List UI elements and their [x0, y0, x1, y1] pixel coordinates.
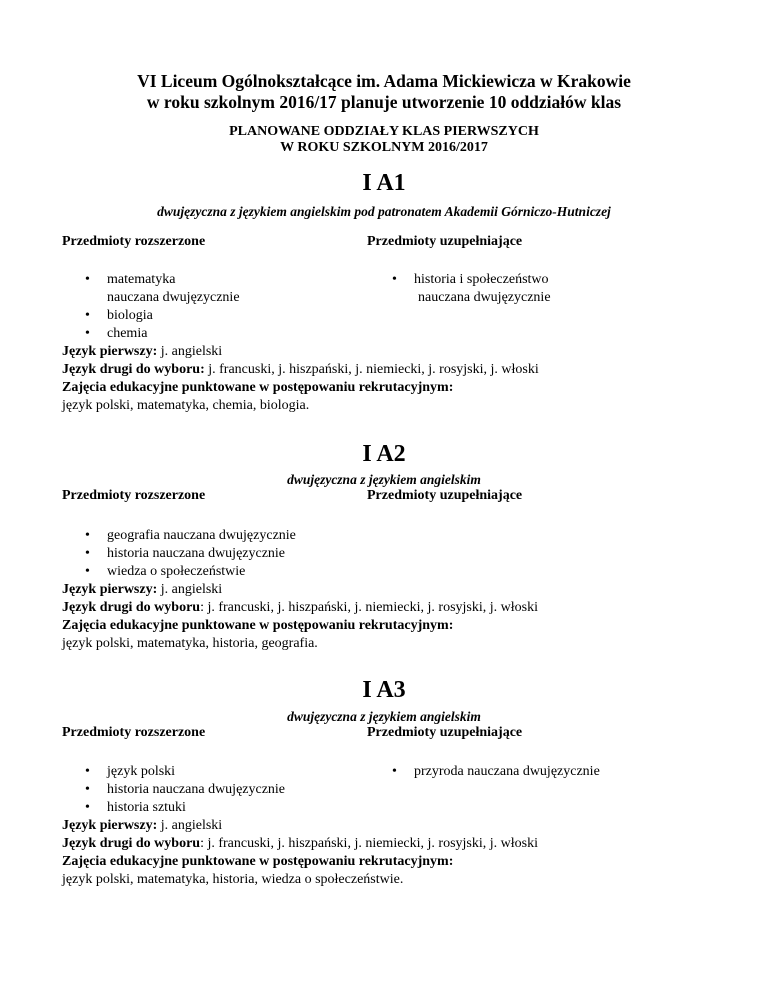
subject-label-continuation: nauczana dwujęzycznie [107, 290, 240, 305]
bullet-icon: • [85, 326, 90, 341]
scored-subjects: język polski, matematyka, chemia, biologia. [62, 398, 310, 413]
bullet-icon: • [85, 564, 90, 579]
class-title-ia3: I A3 [362, 677, 406, 703]
bullet-icon: • [85, 272, 90, 287]
subject-label: matematyka [107, 272, 176, 287]
subject-label: biologia [107, 308, 153, 323]
scored-subjects: język polski, matematyka, historia, wiedza o społeczeństwie. [62, 872, 404, 887]
first-language-line: Język pierwszy: j. angielski [62, 818, 223, 833]
first-language-line: Język pierwszy: j. angielski [62, 344, 223, 359]
class-title-ia2: I A2 [362, 441, 406, 467]
subject-label: geografia nauczana dwujęzycznie [107, 528, 296, 543]
supplementary-subjects-heading: Przedmioty uzupełniające [367, 488, 523, 503]
second-language-line: Język drugi do wyboru: j. francuski, j. hiszpański, j. niemiecki, j. rosyjski, j. włoski [62, 836, 538, 851]
supplementary-subjects-heading: Przedmioty uzupełniające [367, 725, 523, 740]
planned-classes-heading: PLANOWANE ODDZIAŁY KLAS PIERWSZYCH [229, 124, 539, 139]
bullet-icon: • [85, 800, 90, 815]
extended-subjects-heading: Przedmioty rozszerzone [62, 488, 206, 503]
second-language-line: Język drugi do wyboru: j. francuski, j. hiszpański, j. niemiecki, j. rosyjski, j. włoski [62, 600, 538, 615]
bullet-icon: • [392, 272, 397, 287]
class-subtitle-ia2: dwujęzyczna z językiem angielskim [287, 472, 481, 487]
subject-label: historia sztuki [107, 800, 186, 815]
extended-subjects-heading: Przedmioty rozszerzone [62, 234, 206, 249]
class-title-ia1: I A1 [362, 170, 406, 196]
second-language-line: Język drugi do wyboru: j. francuski, j. hiszpański, j. niemiecki, j. rosyjski, j. włoski [62, 362, 539, 377]
class-subtitle-ia1: dwujęzyczna z językiem angielskim pod patronatem Akademii Górniczo-Hutniczej [157, 204, 611, 219]
bullet-icon: • [85, 528, 90, 543]
subject-label-continuation: nauczana dwujęzycznie [418, 290, 551, 305]
scored-subjects-label: Zajęcia edukacyjne punktowane w postępowaniu rekrutacyjnym: [62, 854, 454, 869]
subject-label: historia nauczana dwujęzycznie [107, 546, 286, 561]
subject-label: chemia [107, 326, 148, 341]
class-subtitle-ia3: dwujęzyczna z językiem angielskim [287, 709, 481, 724]
bullet-icon: • [85, 764, 90, 779]
bullet-icon: • [85, 782, 90, 797]
school-title: VI Liceum Ogólnokształcące im. Adama Mickiewicza w Krakowie [137, 71, 631, 91]
subject-label: język polski [107, 764, 176, 779]
bullet-icon: • [85, 308, 90, 323]
scored-subjects-label: Zajęcia edukacyjne punktowane w postępowaniu rekrutacyjnym: [62, 618, 454, 633]
subject-label: historia nauczana dwujęzycznie [107, 782, 286, 797]
subject-label: przyroda nauczana dwujęzycznie [414, 764, 600, 779]
school-subtitle: w roku szkolnym 2016/17 planuje utworzenie 10 oddziałów klas [146, 92, 622, 112]
supplementary-subjects-heading: Przedmioty uzupełniające [367, 234, 523, 249]
first-language-line: Język pierwszy: j. angielski [62, 582, 223, 597]
scored-subjects: język polski, matematyka, historia, geografia. [62, 636, 318, 651]
subject-label: historia i społeczeństwo [414, 272, 549, 287]
subject-label: wiedza o społeczeństwie [107, 564, 246, 579]
bullet-icon: • [85, 546, 90, 561]
extended-subjects-heading: Przedmioty rozszerzone [62, 725, 206, 740]
bullet-icon: • [392, 764, 397, 779]
scored-subjects-label: Zajęcia edukacyjne punktowane w postępowaniu rekrutacyjnym: [62, 380, 454, 395]
school-year-heading: W ROKU SZKOLNYM 2016/2017 [280, 140, 488, 155]
